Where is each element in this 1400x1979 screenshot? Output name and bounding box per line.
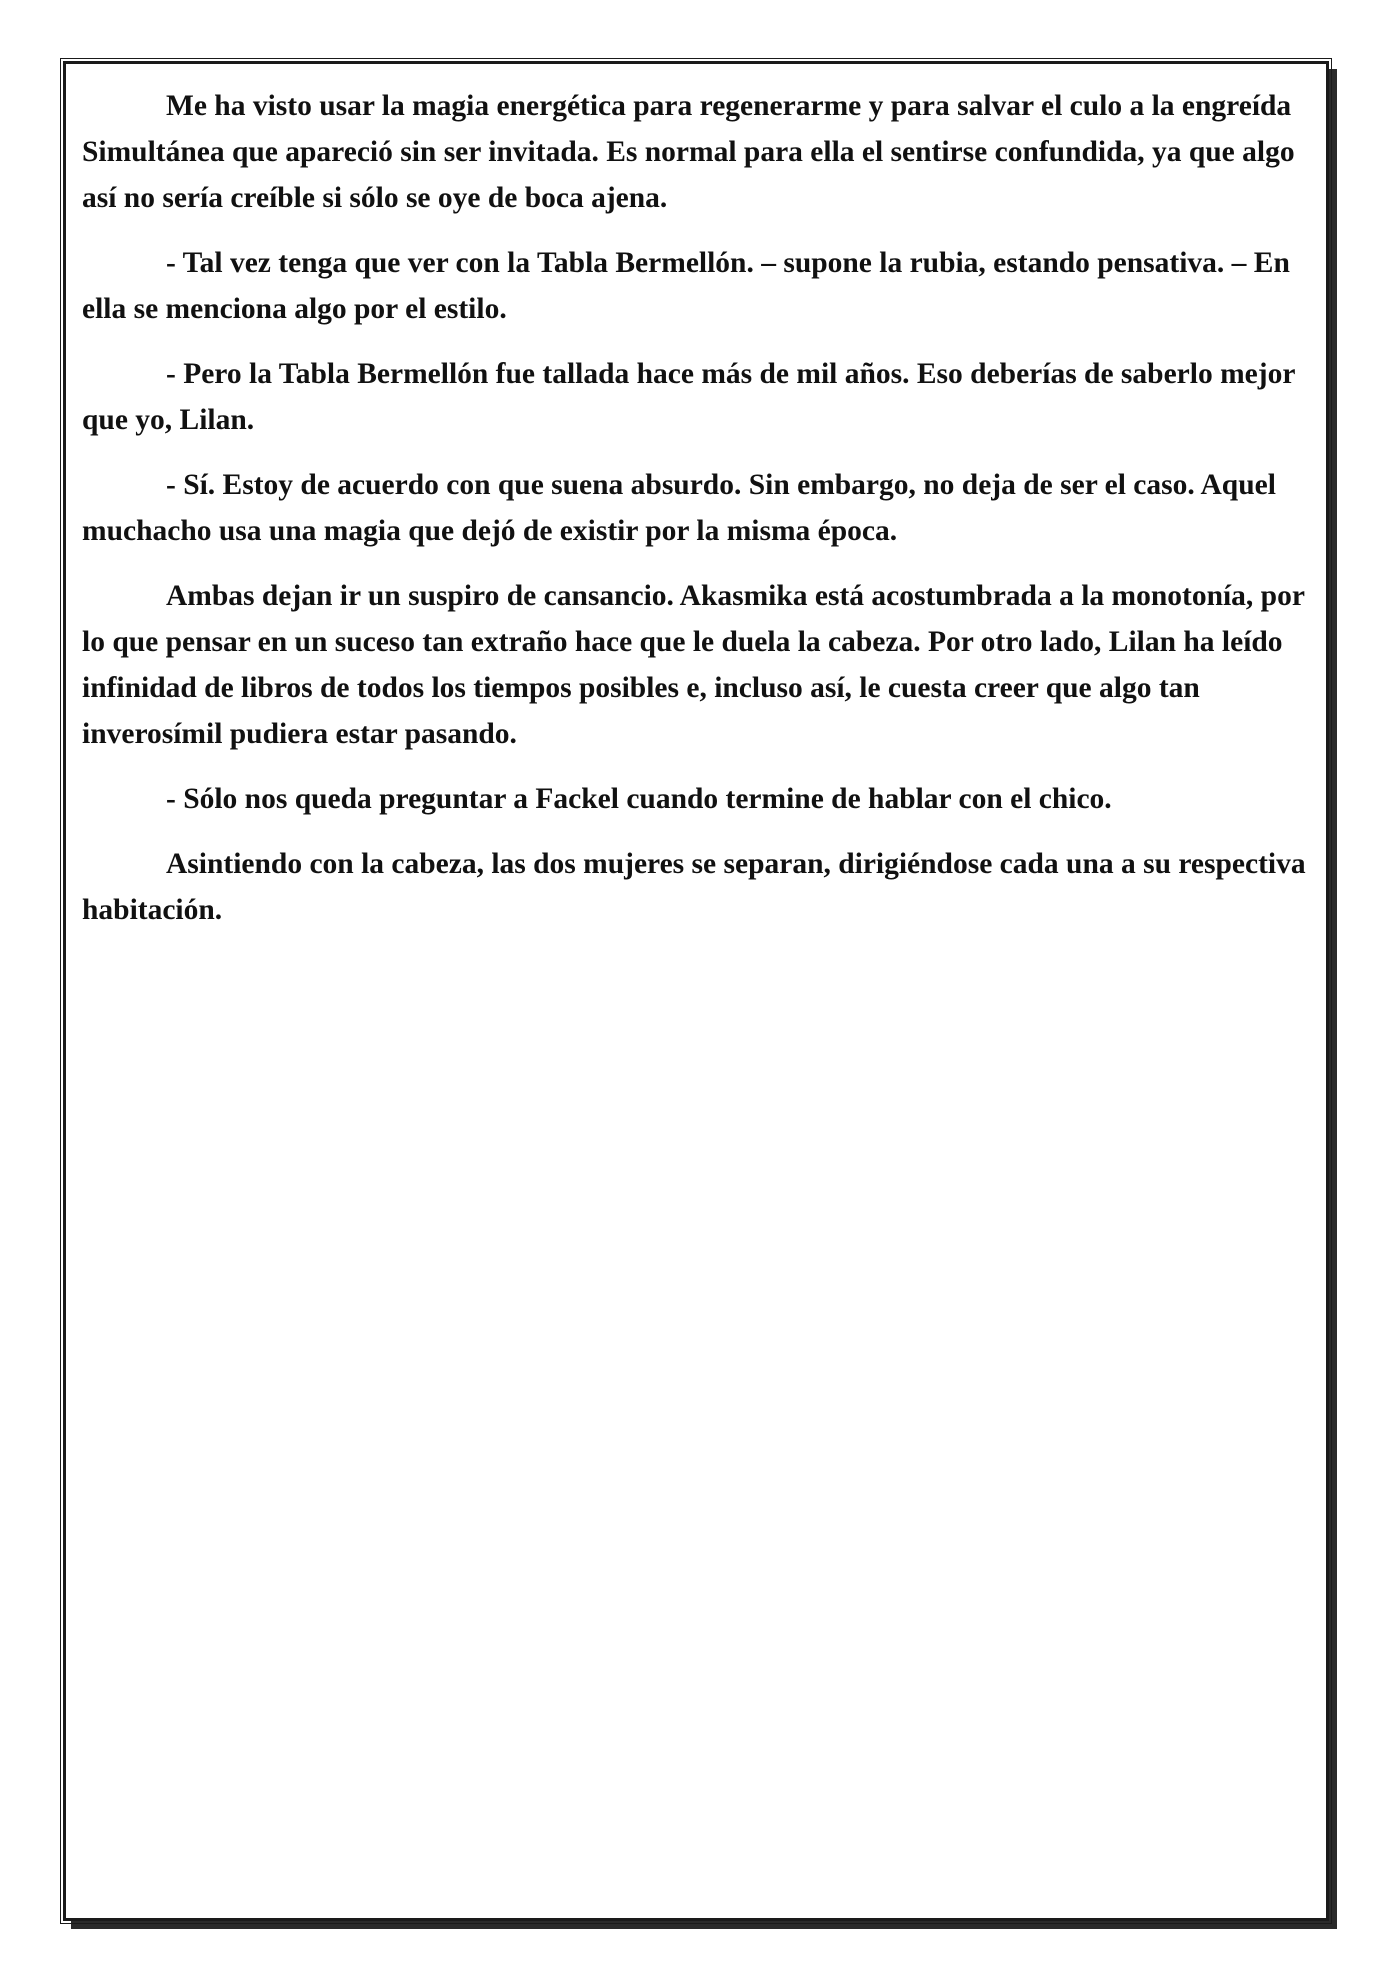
- paragraph: Asintiendo con la cabeza, las dos mujeres se separan, dirigiéndose cada una a su respectiva habitación.: [82, 848, 1306, 926]
- paragraph: - Sólo nos queda preguntar a Fackel cuando termine de hablar con el chico.: [166, 783, 1112, 815]
- paragraph: Ambas dejan ir un suspiro de cansancio. Akasmika está acostumbrada a la monotonía, por lo que pensar en un suceso tan extraño hace que le duela la cabeza. Por otro lado, Lilan ha leído infinidad de libros de todos los tiempos posibles e, incluso así, le cuesta creer que algo tan inverosímil pudiera estar pasando.: [82, 580, 1305, 750]
- paragraph: Me ha visto usar la magia energética para regenerarme y para salvar el culo a la engreída Simultánea que apareció sin ser invitada. Es normal para ella el sentirse confundida, ya que algo así no sería creíble si sólo se oye de boca ajena.: [82, 90, 1295, 214]
- paragraph: - Sí. Estoy de acuerdo con que suena absurdo. Sin embargo, no deja de ser el caso. Aquel muchacho usa una magia que dejó de existir por la misma época.: [82, 469, 1276, 547]
- paragraph: - Tal vez tenga que ver con la Tabla Bermellón. – supone la rubia, estando pensativa. – En ella se menciona algo por el estilo.: [82, 247, 1290, 325]
- document-body: [82, 83, 1317, 952]
- paragraph: - Pero la Tabla Bermellón fue tallada hace más de mil años. Eso deberías de saberlo mejor que yo, Lilan.: [82, 358, 1295, 436]
